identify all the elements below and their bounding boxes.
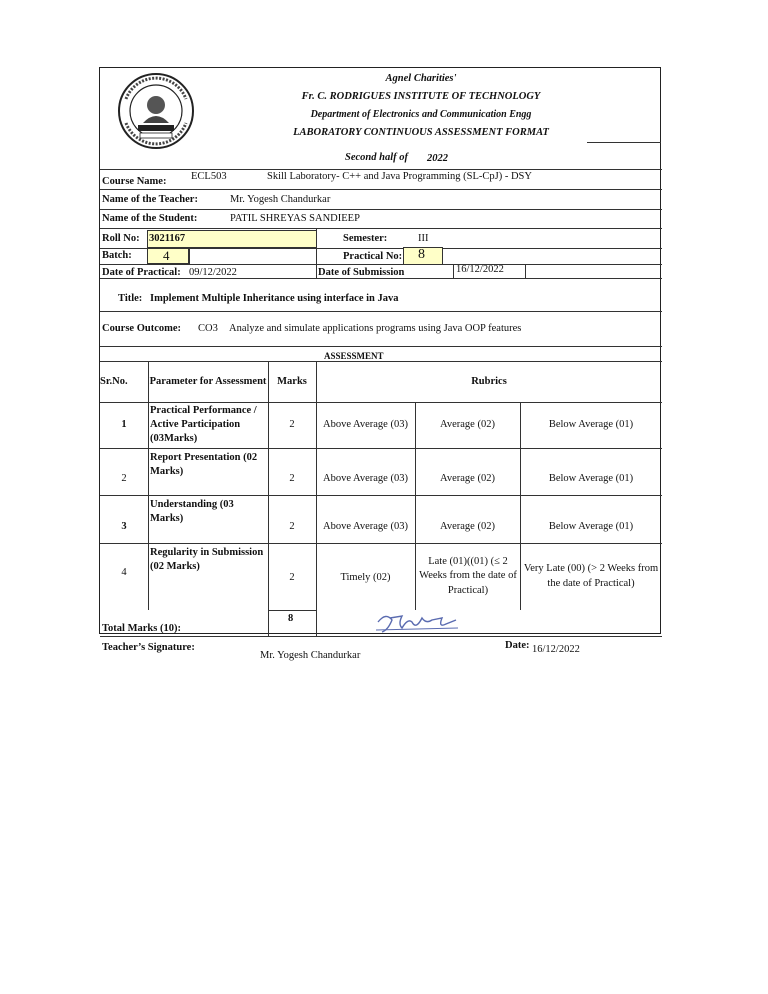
total-label: Total Marks (10): [102, 623, 181, 634]
col-marks: Marks [277, 375, 307, 387]
student-name: PATIL SHREYAS SANDIEEP [230, 213, 360, 224]
col-rubrics: Rubrics [471, 375, 507, 387]
assessment-heading: ASSESSMENT [324, 351, 384, 361]
table-row-3-rubric-2: Average (02) [440, 520, 495, 532]
practical-title: Implement Multiple Inheritance using interface in Java [150, 293, 399, 304]
practical-value: 8 [418, 247, 425, 262]
table-row-2-sr: 2 [121, 472, 127, 484]
table-row-4-rubric-3: Very Late (00) (> 2 Weeks from the date of Practical) [523, 563, 659, 589]
total-value: 8 [288, 613, 294, 624]
title-label: Title: [118, 293, 143, 304]
table-row-4-rubric-1: Timely (02) [340, 571, 391, 583]
table-row-1-rubric-1: Above Average (03) [323, 418, 408, 430]
signature-date-value: 16/12/2022 [532, 644, 580, 655]
year-value: 2022 [427, 153, 448, 164]
teacher-name: Mr. Yogesh Chandurkar [230, 194, 331, 205]
course-title: Skill Laboratory- C++ and Java Programming (SL-CpJ) - DSY [267, 171, 532, 182]
table-row-2-rubric-2: Average (02) [440, 472, 495, 484]
batch-label: Batch: [102, 250, 132, 261]
semester-label: Semester: [343, 233, 388, 244]
table-row-4-marks: 2 [289, 571, 295, 583]
table-row-1-sr: 1 [121, 418, 127, 430]
table-row-1-marks: 2 [289, 418, 295, 430]
course-name-label: Course Name: [102, 176, 167, 187]
col-param: Parameter for Assessment [149, 375, 267, 387]
practical-label: Practical No: [343, 251, 403, 262]
table-row-2-rubric-3: Below Average (01) [548, 472, 634, 484]
batch-value: 4 [163, 248, 170, 263]
date-practical-value: 09/12/2022 [189, 267, 237, 278]
table-row-3-marks: 2 [289, 520, 295, 532]
outcome-text: Analyze and simulate applications programs using Java OOP features [229, 323, 522, 334]
signature-label: Teacher’s Signature: [102, 642, 195, 653]
table-row-2-param: Report Presentation (02 Marks) [150, 451, 258, 477]
table-row-2-rubric-1: Above Average (03) [323, 472, 408, 484]
student-label: Name of the Student: [102, 213, 198, 224]
table-row-3-rubric-1: Above Average (03) [323, 520, 408, 532]
institute-name: Fr. C. RODRIGUES INSTITUTE OF TECHNOLOGY [301, 91, 541, 102]
org-name: Agnel Charities' [385, 73, 457, 84]
table-row-1-rubric-2: Average (02) [440, 418, 495, 430]
department-name: Department of Electronics and Communication Engg [310, 109, 532, 120]
course-code: ECL503 [191, 171, 227, 182]
assessment-form [99, 67, 661, 661]
half-label: Second half of [345, 152, 408, 163]
format-title: LABORATORY CONTINUOUS ASSESSMENT FORMAT [293, 127, 549, 138]
date-practical-label: Date of Practical: [102, 267, 181, 278]
signature-image [372, 608, 462, 636]
table-row-3-sr: 3 [121, 520, 127, 532]
table-row-4-param: Regularity in Submission (02 Marks) [150, 546, 264, 572]
table-row-4-rubric-2: Late (01)((01) (≤ 2 Weeks from the date of Practical) [419, 556, 517, 596]
table-row-3-param: Understanding (03 Marks) [150, 498, 234, 524]
col-srno: Sr.No. [100, 375, 128, 387]
roll-label: Roll No: [102, 233, 140, 244]
table-row-2-marks: 2 [289, 472, 295, 484]
outcome-code: CO3 [198, 323, 218, 334]
roll-value: 3021167 [149, 233, 186, 244]
format-underline [587, 142, 661, 143]
table-row-1-param: Practical Performance / Active Participation (03Marks) [150, 404, 257, 445]
semester-value: III [418, 233, 429, 244]
outcome-label: Course Outcome: [102, 323, 182, 334]
teacher-label: Name of the Teacher: [102, 194, 198, 205]
date-submission-value: 16/12/2022 [456, 264, 504, 275]
date-submission-label: Date of Submission [318, 267, 405, 278]
signature-name: Mr. Yogesh Chandurkar [260, 650, 361, 661]
table-row-4-sr: 4 [121, 566, 127, 578]
table-row-3-rubric-3: Below Average (01) [548, 520, 634, 532]
table-row-1-rubric-3: Below Average (01) [548, 418, 634, 430]
signature-date-label: Date: [505, 640, 530, 651]
